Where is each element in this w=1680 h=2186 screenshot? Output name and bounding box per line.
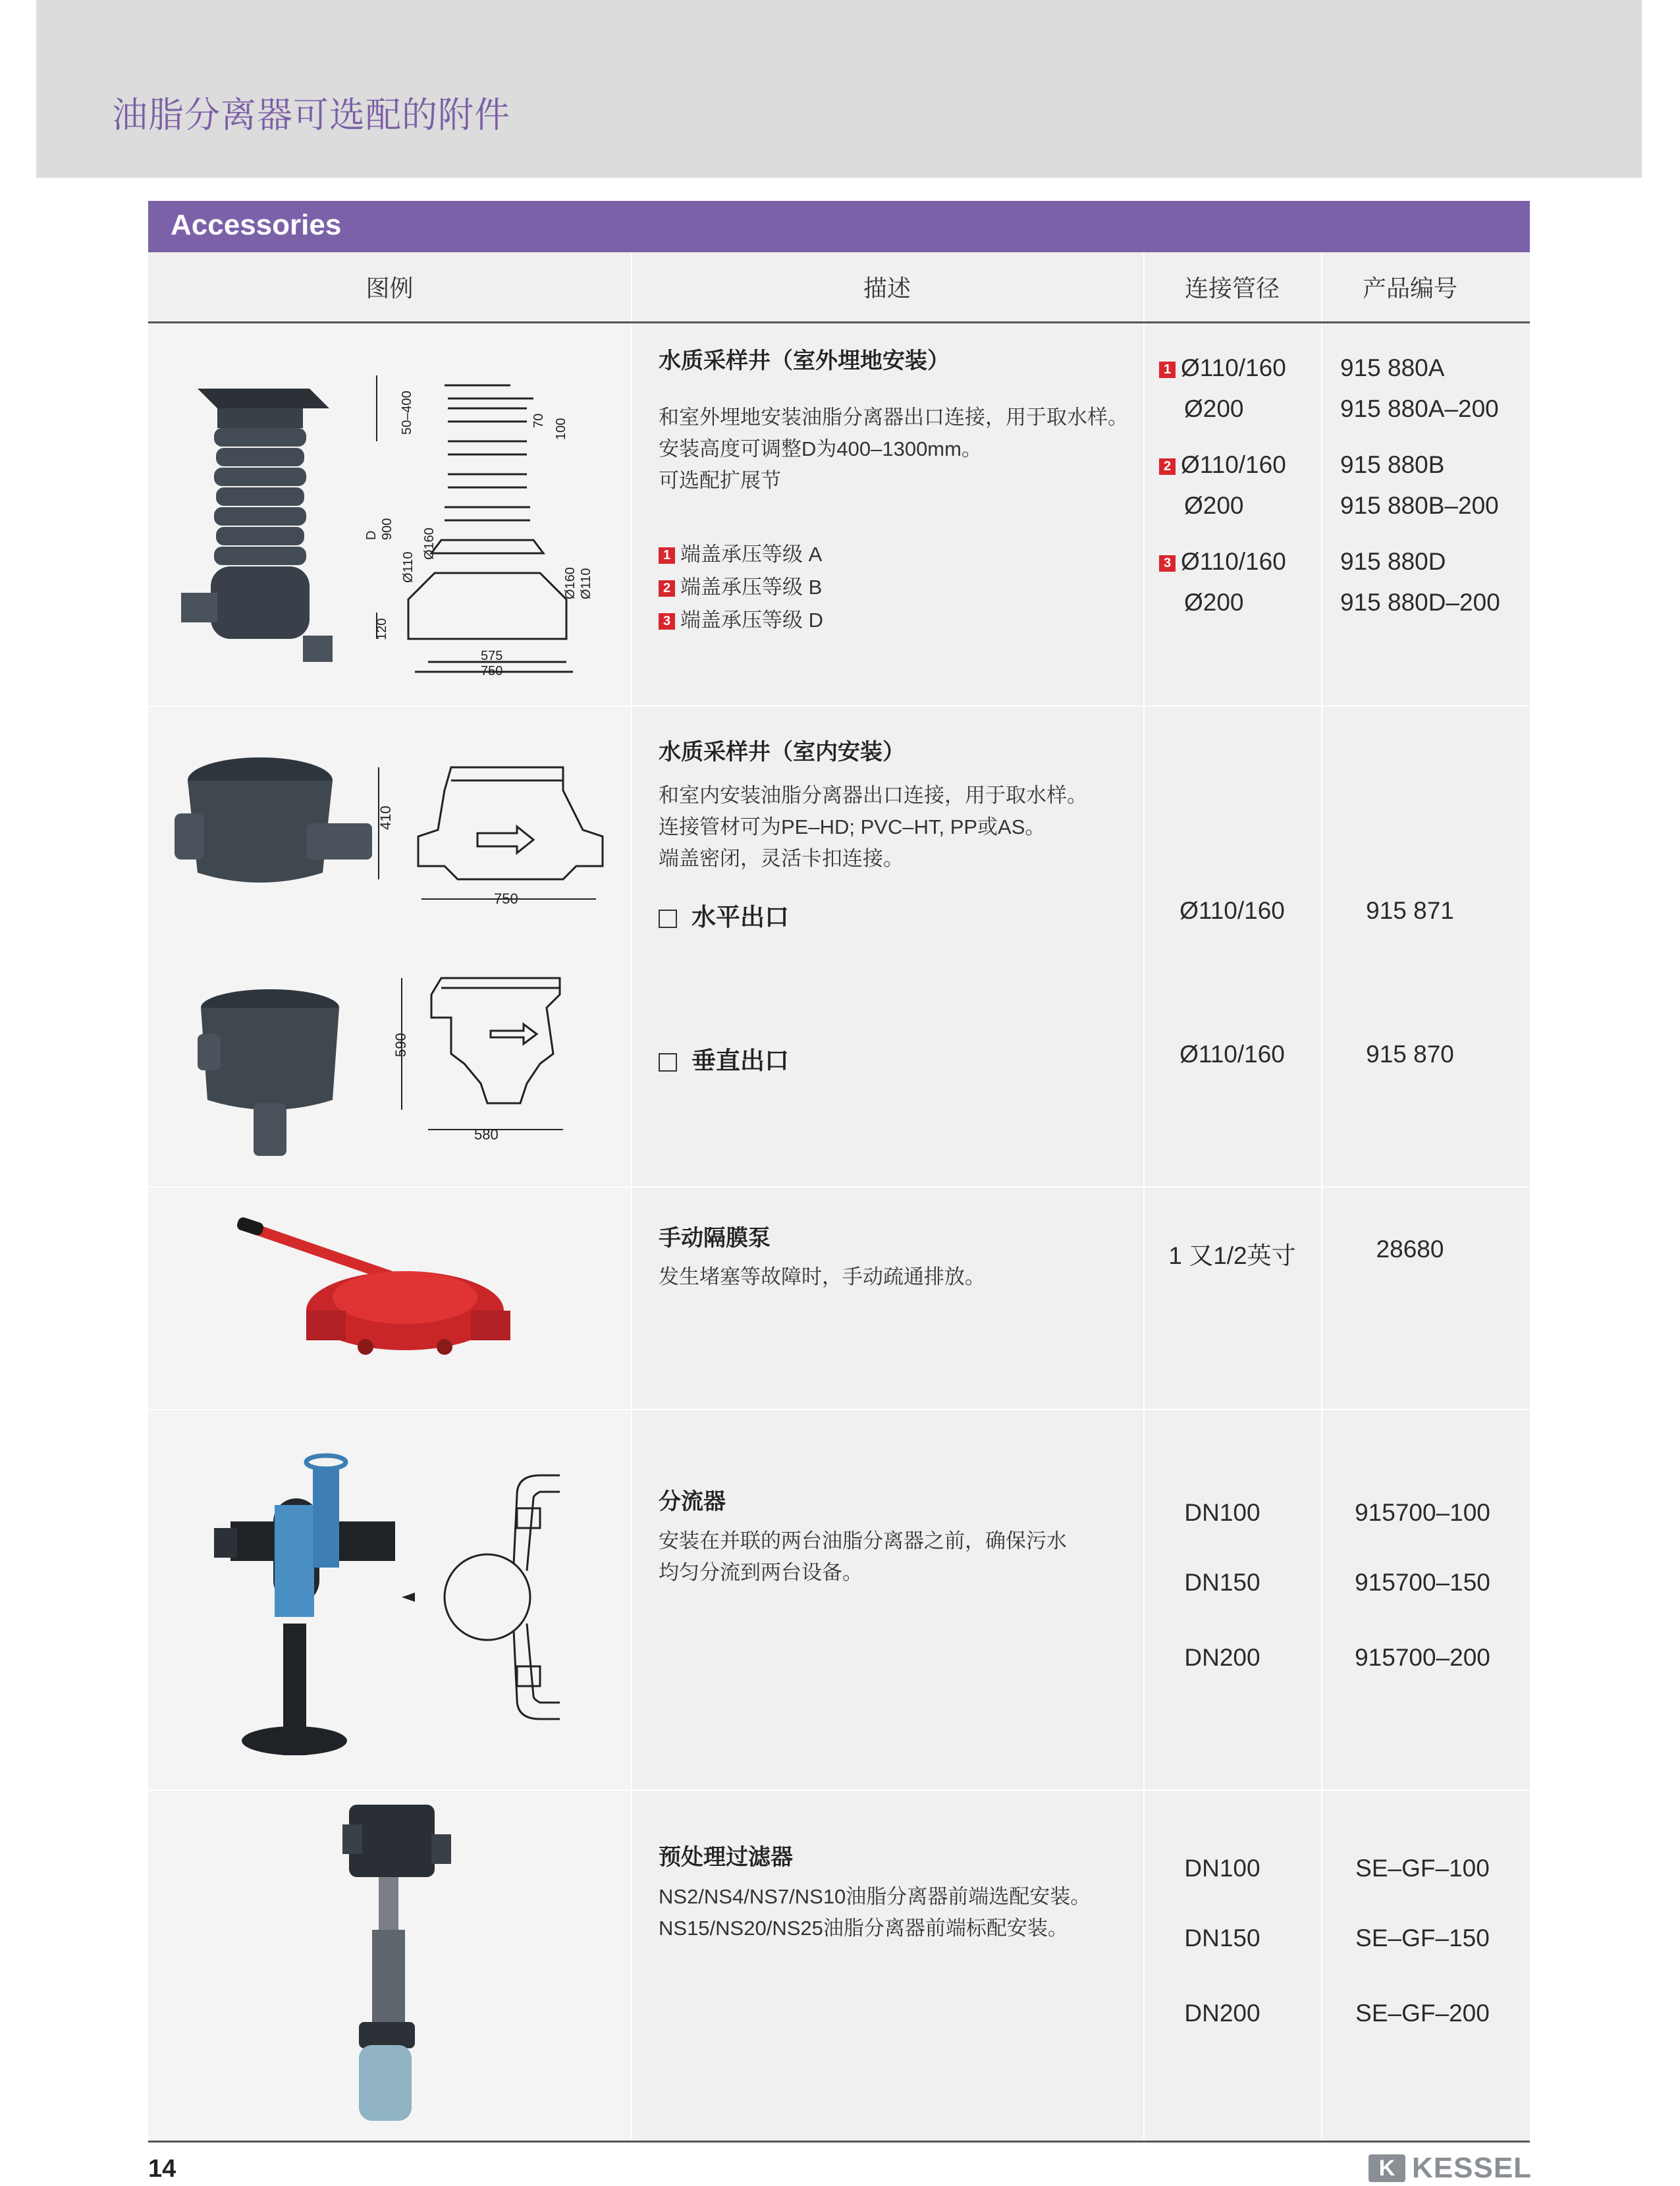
row-2-title: 水质采样井（室内安装） xyxy=(659,740,905,765)
outdoor-sampling-shaft-photo xyxy=(178,382,342,672)
product-code: 915 880D–200 xyxy=(1340,589,1500,616)
dim-label: Ø160 xyxy=(422,528,437,560)
col-header-code: 产品编号 xyxy=(1362,275,1457,302)
dim-label: Ø110 xyxy=(401,551,416,583)
number-badge: 2 xyxy=(1159,458,1176,475)
diameter-cell: DN100 xyxy=(1184,1499,1260,1526)
dim-label: 750 xyxy=(494,890,518,907)
brand-name: KESSEL xyxy=(1412,2152,1532,2184)
page-title: 油脂分离器可选配的附件 xyxy=(112,96,510,135)
dim-label: 580 xyxy=(474,1126,499,1143)
dim-label: Ø110 xyxy=(579,568,593,599)
description-line: 安装在并联的两台油脂分离器之前，确保污水 xyxy=(659,1529,1067,1552)
row-divider xyxy=(148,1409,1530,1410)
page-number: 14 xyxy=(148,2155,176,2183)
product-code: 915700–150 xyxy=(1355,1569,1490,1596)
option-label: 水平出口 xyxy=(691,904,789,931)
description-line: 端盖密闭，灵活卡扣连接。 xyxy=(659,847,904,870)
row-3-description xyxy=(659,1261,985,1293)
product-code: 28680 xyxy=(1376,1236,1444,1263)
description-line: 可选配扩展节 xyxy=(659,469,781,492)
description-line: 安装高度可调整D为400–1300mm。 xyxy=(659,437,982,460)
row-3-title: 手动隔膜泵 xyxy=(659,1226,771,1251)
number-badge: 1 xyxy=(1159,362,1176,378)
diameter-cell: Ø200 xyxy=(1184,492,1244,519)
dim-label: 590 xyxy=(393,1033,409,1057)
diameter-value: Ø110/160 xyxy=(1181,451,1286,478)
load-class-label: 端盖承压等级 D xyxy=(680,609,823,632)
column-divider xyxy=(631,252,632,2141)
product-code: 915 880A–200 xyxy=(1340,395,1499,422)
load-class-label: 端盖承压等级 B xyxy=(680,576,823,599)
row-1-description xyxy=(659,402,1128,497)
description-line: 连接管材可为PE–HD; PVC–HT, PP或AS。 xyxy=(659,815,1046,838)
col-header-legend: 图例 xyxy=(366,275,414,302)
product-code: SE–GF–100 xyxy=(1355,1855,1490,1882)
dim-label: Ø160 xyxy=(563,567,578,599)
diameter-cell: DN150 xyxy=(1184,1925,1260,1952)
number-badge: 3 xyxy=(659,613,675,630)
col-header-description: 描述 xyxy=(863,275,911,302)
indoor-shaft-vertical-photo xyxy=(198,988,349,1159)
row-divider xyxy=(148,1790,1530,1791)
diameter-cell: DN200 xyxy=(1184,1644,1260,1671)
load-class-label: 端盖承压等级 A xyxy=(680,543,823,566)
product-code: 915 880A xyxy=(1340,354,1445,381)
diameter-cell: Ø200 xyxy=(1184,395,1244,422)
pretreatment-filter-photo xyxy=(329,1798,461,2127)
number-badge: 2 xyxy=(659,580,675,597)
section-label: Accessories xyxy=(171,209,342,241)
row-2-description xyxy=(659,780,1087,875)
number-badge: 3 xyxy=(1159,555,1176,572)
row-divider xyxy=(148,1186,1530,1188)
dim-label: 120 xyxy=(375,618,389,640)
row-4-description xyxy=(659,1525,1067,1589)
dim-label: 50–400 xyxy=(400,391,414,435)
dim-label: 750 xyxy=(481,664,503,678)
dim-label: 100 xyxy=(554,418,568,440)
product-code: 915 880B–200 xyxy=(1340,492,1499,519)
col-header-diameter: 连接管径 xyxy=(1184,275,1280,302)
row-5-description xyxy=(659,1881,1091,1944)
product-code: SE–GF–150 xyxy=(1355,1925,1490,1952)
dim-label: D xyxy=(364,530,379,540)
diameter-value: Ø110/160 xyxy=(1181,548,1286,575)
dim-label: 900 xyxy=(380,518,394,540)
row-5-title: 预处理过滤器 xyxy=(659,1845,793,1870)
checkbox[interactable] xyxy=(659,1053,677,1072)
section-bar xyxy=(148,201,1530,252)
dim-label: 575 xyxy=(481,649,503,663)
product-code: 915700–200 xyxy=(1355,1644,1490,1671)
diameter-cell xyxy=(1159,451,1286,479)
kessel-logo-icon: K xyxy=(1368,2154,1405,2182)
product-code: 915 880B xyxy=(1340,451,1445,478)
row-1-title: 水质采样井（室外埋地安装） xyxy=(659,348,950,373)
diameter-cell: DN150 xyxy=(1184,1569,1260,1596)
flow-divider-photo xyxy=(214,1446,412,1762)
diameter-cell: Ø110/160 xyxy=(1179,1041,1285,1068)
indoor-shaft-horizontal-photo xyxy=(175,751,379,909)
diameter-cell: Ø110/160 xyxy=(1179,897,1285,924)
description-line: 均匀分流到两台设备。 xyxy=(659,1561,863,1584)
footer-rule xyxy=(148,2141,1530,2143)
diameter-cell: DN100 xyxy=(1184,1855,1260,1882)
product-code: 915700–100 xyxy=(1355,1499,1490,1526)
indoor-shaft-horizontal-drawing xyxy=(366,751,616,915)
header-rule xyxy=(148,321,1530,323)
flow-divider-drawing xyxy=(389,1436,599,1759)
description-line: NS2/NS4/NS7/NS10油脂分离器前端选配安装。 xyxy=(659,1885,1091,1908)
product-code: 915 871 xyxy=(1366,897,1454,924)
description-line: NS15/NS20/NS25油脂分离器前端标配安装。 xyxy=(659,1917,1068,1940)
dim-label: 410 xyxy=(377,806,394,830)
diameter-cell xyxy=(1159,354,1286,382)
product-code: 915 880D xyxy=(1340,548,1446,575)
diameter-cell: DN200 xyxy=(1184,2000,1260,2027)
outdoor-sampling-shaft-drawing xyxy=(362,356,612,685)
option-horizontal-outlet[interactable] xyxy=(659,897,789,933)
option-vertical-outlet[interactable] xyxy=(659,1041,789,1076)
indoor-shaft-vertical-drawing xyxy=(389,968,586,1146)
row-4-title: 分流器 xyxy=(659,1489,726,1514)
diameter-cell: 1 又1/2英寸 xyxy=(1168,1242,1296,1269)
description-line: 和室外埋地安装油脂分离器出口连接，用于取水样。 xyxy=(659,406,1128,429)
description-line: 和室内安装油脂分离器出口连接，用于取水样。 xyxy=(659,784,1087,807)
row-divider xyxy=(148,705,1530,707)
number-badge: 1 xyxy=(659,547,675,564)
diameter-cell xyxy=(1159,548,1286,576)
row-1-load-classes xyxy=(659,538,823,637)
brand-logo xyxy=(1368,2152,1532,2184)
product-code: SE–GF–200 xyxy=(1355,2000,1490,2027)
checkbox[interactable] xyxy=(659,910,677,928)
hand-diaphragm-pump-photo xyxy=(234,1212,524,1370)
option-label: 垂直出口 xyxy=(691,1047,789,1074)
dim-label: 70 xyxy=(531,413,546,428)
diameter-cell: Ø200 xyxy=(1184,589,1244,616)
description-line: 发生堵塞等故障时，手动疏通排放。 xyxy=(659,1265,985,1288)
diameter-value: Ø110/160 xyxy=(1181,354,1286,381)
product-code: 915 870 xyxy=(1366,1041,1454,1068)
